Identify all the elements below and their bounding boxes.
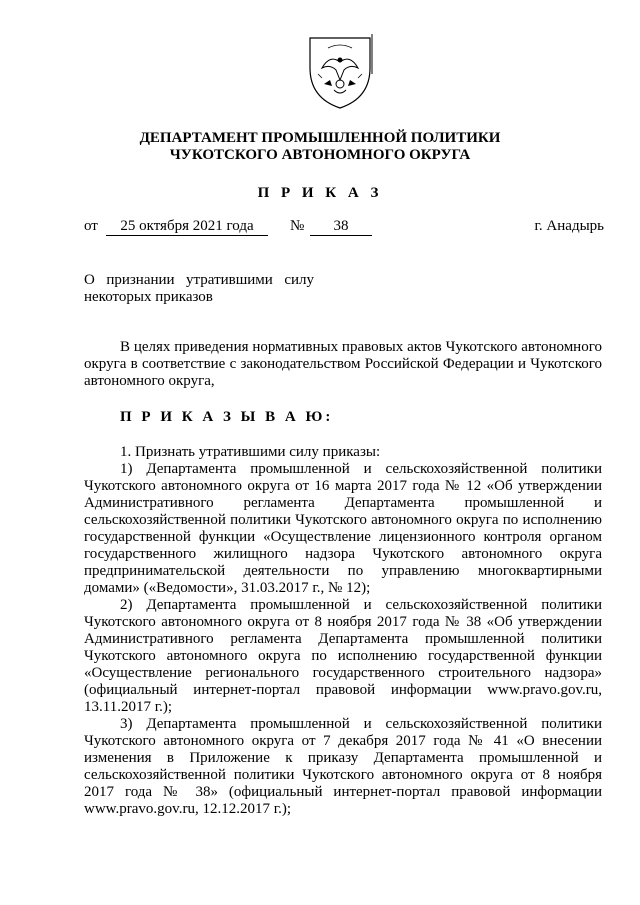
number-label: №: [290, 218, 305, 234]
preamble-section: [84, 339, 602, 390]
from-label: от: [84, 218, 98, 234]
order-date: 25 октября 2021 года: [106, 218, 268, 236]
orders-heading: П Р И К А З Ы В А Ю:: [120, 409, 334, 425]
header-line-2: ЧУКОТСКОГО АВТОНОМНОГО ОКРУГА: [169, 147, 471, 163]
order-number: 38: [310, 218, 372, 236]
order-title: П Р И К А З: [257, 185, 383, 201]
order-item: 3) Департамента промышленной и сельскохозяйственной политики Чукотского автономного округа от 7 декабря 2017 года № 41 «О внесении изменения в Приложение к приказу Департамента промышленной и сельскохозяйственной политики Чукотского автономного округа от 8 ноября 2017 года № 38» (официальный интернет-портал правовой информации www.pravo.gov.ru, 12.12.2017 г.);: [84, 716, 602, 817]
order-item: 2) Департамента промышленной и сельскохозяйственной политики Чукотского автономного округа от 8 ноября 2017 года № 38 «Об утверждении Административного регламента Департамента промышленной политики Чукотского автономного округа по исполнению государственной функции «Осуществление регионального государственного строительного надзора» (официальный интернет-портал правовой информации www.pravo.gov.ru, 13.11.2017 г.);: [84, 597, 602, 715]
order-city: г. Анадырь: [534, 218, 604, 234]
order-meta-row: [84, 218, 604, 238]
department-header: [40, 130, 600, 164]
order-item: 1. Признать утратившими силу приказы:: [120, 444, 381, 460]
order-items: [84, 444, 602, 818]
order-item: 1) Департамента промышленной и сельскохозяйственной политики Чукотского автономного округа от 16 марта 2017 года № 12 «Об утверждении Административного регламента Департамента промышленной и сельскохозяйственной политики Чукотского автономного округа по исполнению государственной функции «Осуществление лицензионного контроля органом государственного жилищного надзора Чукотского автономного округа предпринимательской деятельности по управлению многоквартирными домами» («Ведомости», 31.03.2017 г., № 12);: [84, 461, 602, 596]
header-line-1: ДЕПАРТАМЕНТ ПРОМЫШЛЕННОЙ ПОЛИТИКИ: [139, 130, 501, 146]
coat-of-arms-emblem: [300, 24, 380, 112]
preamble-text: В целях приведения нормативных правовых актов Чукотского автономного округа в соответствие с законодательством Российской Федерации и Чукотского автономного округа,: [84, 339, 602, 389]
order-subject: О признании утратившими силу некоторых приказов: [84, 272, 314, 305]
coat-of-arms-icon: [300, 24, 380, 112]
